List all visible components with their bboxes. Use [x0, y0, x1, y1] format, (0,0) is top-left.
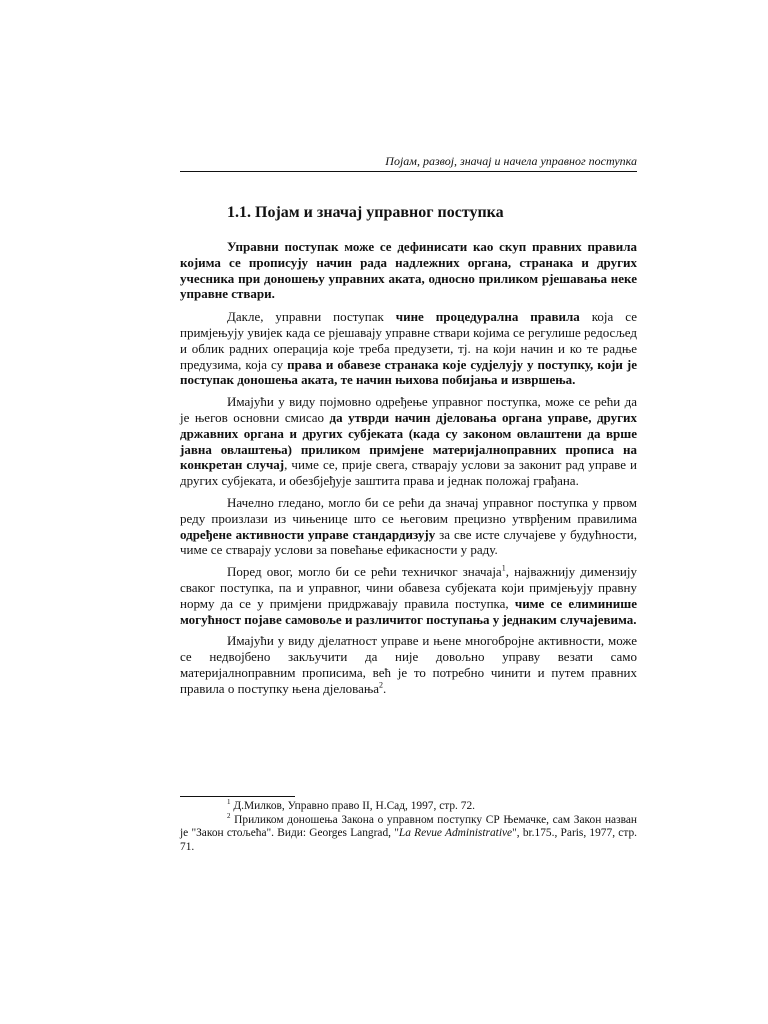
main-content [180, 203, 637, 703]
text-run: . [383, 680, 387, 696]
footnote-number: 1 [227, 798, 231, 807]
section-title: 1.1. Појам и значај управног поступка [227, 204, 504, 221]
footnotes [180, 800, 637, 854]
text-run: која се примјењују увијек када се рјешавају управне ствари којима се регулише редосљед и облик радних операција које треба предузети, тј. на који начин и ко те радње предузима, која су [180, 309, 637, 372]
text-run: за све исте случајеве у будућности, чиме се стварају услови за повећање ефикасности у раду. [180, 526, 637, 558]
text-run: , чиме се, прије свега, стварају услови за законит рад управе и других субјеката, и обезбјеђује заштита права и једнак положај грађана. [180, 457, 637, 489]
paragraph-significance [180, 495, 637, 558]
paragraph-technical-significance [180, 564, 637, 627]
footnote-text: ", br.175., Paris, 1977, стр. 71. [180, 827, 637, 853]
paragraph-basic-purpose [180, 394, 637, 489]
text-run: Начелно гледано, могло би се рећи да значај управног поступка у првом реду произлази из чињенице што се његовим прецизно утврђеним правилима [180, 494, 637, 526]
paragraph-procedural-rules [180, 309, 637, 388]
footnote-journal-title: La Revue Administrative [398, 827, 513, 840]
footnote-2 [180, 811, 637, 855]
text-run: Дакле, управни поступак [227, 309, 396, 325]
text-run: Имајући у виду појмовно одређење управног поступка, може се рећи да је његов основни смисао [180, 394, 637, 425]
footnote-text: Приликом доношења Закона о управном поступку СР Њемачке, сам Закон назван је "Закон стољећа". Види: Georges Langrad, " [180, 813, 637, 840]
bold-run: права и обавезе странака које судјелују у поступку, који је поступак доношења аката, те начин њихова побијања и извршења. [180, 356, 637, 388]
paragraph-conclusion [180, 633, 637, 696]
bold-run: чине процедурална правила [395, 309, 580, 325]
running-head: Појам, развој, значај и начела управног поступка [385, 154, 637, 168]
text-run: , најважнију димензију сваког поступка, па и управног, чини обавеза субјеката који примјењују правну норму да се у примјени придржавају правила поступка, [180, 564, 637, 611]
footnote-1 [180, 800, 637, 814]
footnote-ref-2[interactable]: 2 [379, 680, 384, 690]
bold-run: одређене активности управе стандардизују [180, 526, 436, 542]
header-rule [180, 171, 637, 172]
footnote-separator [180, 796, 295, 797]
text-run: Поред овог, могло би се рећи техничког значаја [227, 564, 502, 580]
footnote-ref-1[interactable]: 1 [501, 563, 506, 573]
bold-run: да утврди начин дјеловања органа управе, других државних органа и других субјеката (када су законом овлаштени да врше јавна овлаштења) приликом примјене материјалноправних прописа на конкретан случај [180, 409, 637, 473]
paragraph-definition: Управни поступак може се дефинисати као скуп правних правила којима се прописују начин рада надлежних органа, странака и других учесника при доношењу управних аката, односно приликом рјешавања неке управне ствари. [180, 239, 637, 302]
text-run: Имајући у виду дјелатност управе и њене многобројне активности, може се недвојбено закључити да није довољно управу везати само материјалноправним прописима, већ је то потребно чинити и путем правних правила о поступку њена дјеловања [180, 633, 637, 696]
bold-run: чиме се елиминише могућност појаве самовоље и различитог поступања у једнаким случајевима. [180, 595, 637, 627]
footnote-number: 2 [227, 811, 231, 820]
footnote-text: Д.Милков, Управно право II, Н.Сад, 1997, стр. 72. [230, 800, 475, 812]
